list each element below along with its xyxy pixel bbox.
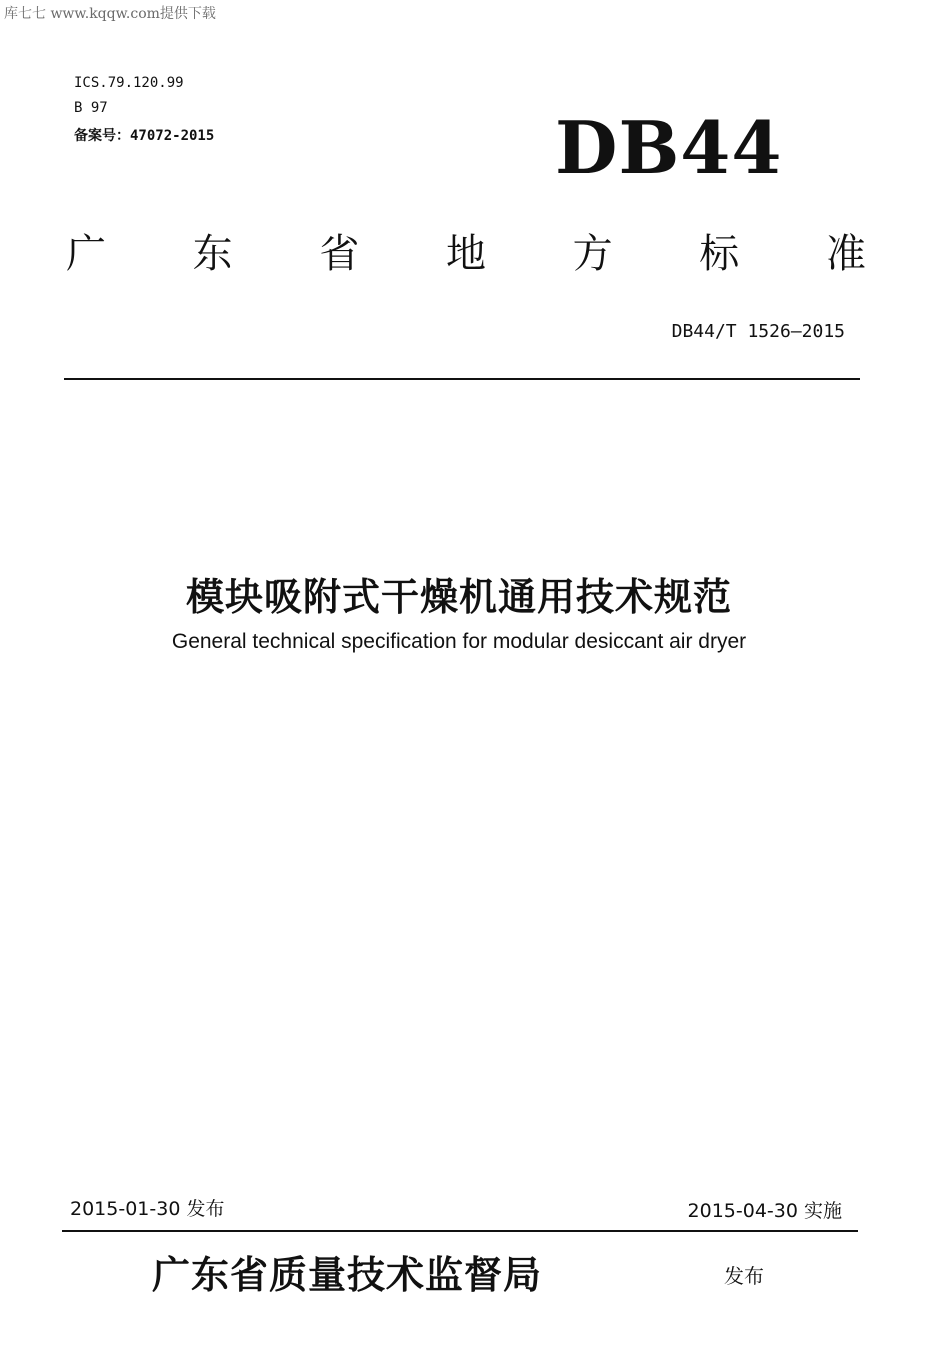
issue-date: 2015-01-30 发布 — [70, 1198, 225, 1220]
publisher-name: 广东省质量技术监督局 — [152, 1252, 543, 1297]
filing-number: 备案号：47072-2015 — [74, 128, 215, 144]
title-chinese: 模块吸附式干燥机通用技术规范 — [185, 575, 732, 619]
standard-type-heading — [66, 222, 866, 279]
standard-type-char: 地 — [445, 231, 486, 277]
standard-type-char: 标 — [699, 231, 740, 277]
standard-number: DB44/T 1526—2015 — [671, 321, 845, 342]
standard-type-char: 东 — [192, 231, 233, 277]
standard-type-char: 广 — [66, 231, 106, 277]
standard-code-logo: DB44 — [555, 105, 783, 190]
watermark-text: 库七七 www.kqqw.com提供下载 — [4, 6, 216, 22]
title-english: General technical specification for modular desiccant air dryer — [171, 630, 747, 653]
top-divider — [64, 378, 860, 380]
bottom-divider — [62, 1230, 858, 1232]
effective-date: 2015-04-30 实施 — [687, 1200, 842, 1222]
publish-label: 发布 — [724, 1264, 764, 1288]
ics-code: ICS.79.120.99 — [74, 75, 184, 91]
standard-type-char: 方 — [572, 231, 613, 277]
standard-type-char: 准 — [825, 231, 866, 277]
ccs-code: B 97 — [74, 100, 108, 116]
standard-type-char: 省 — [319, 231, 360, 277]
